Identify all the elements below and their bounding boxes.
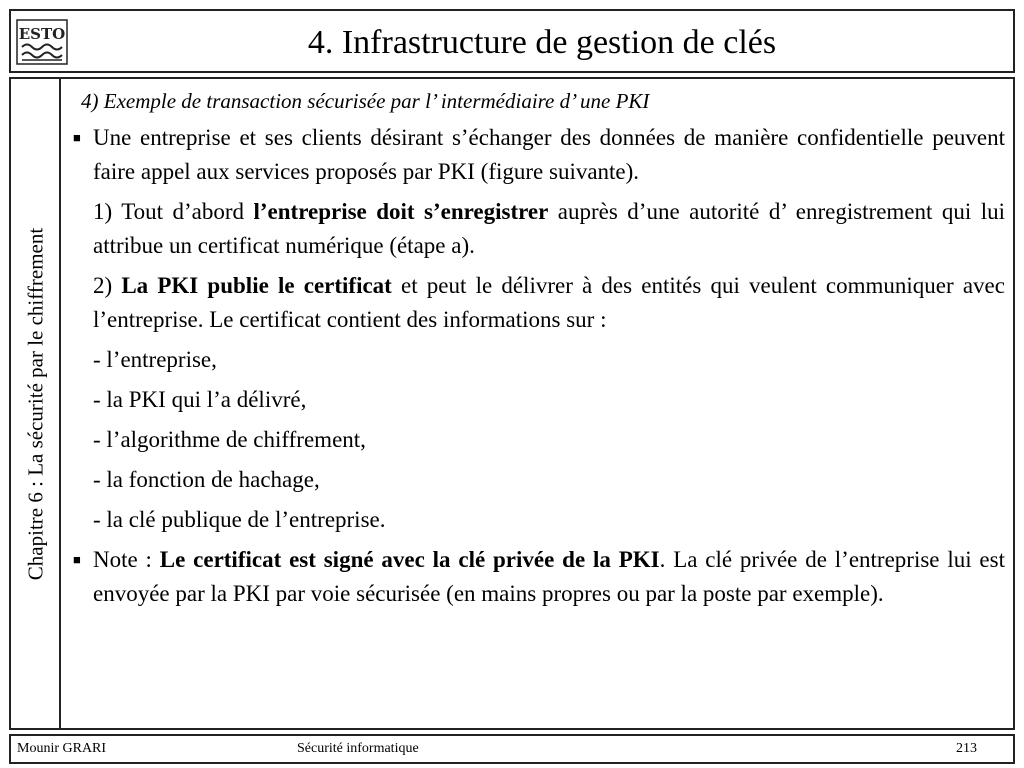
square-bullet-icon: ■: [73, 130, 81, 145]
square-bullet-icon: ■: [73, 552, 81, 567]
bullet-intro-text: Une entreprise et ses clients désirant s’échanger des données de manière confidentielle peuvent faire appel aux services proposés par PKI (figure suivante).: [93, 125, 1005, 184]
list-item: - la clé publique de l’entreprise.: [93, 507, 386, 532]
step-2: [73, 269, 1005, 337]
chapter-label: Chapitre 6 : La sécurité par le chiffrement: [23, 227, 48, 580]
list-item: - la PKI qui l’a délivré,: [93, 387, 307, 412]
step-2-suffix: et peut le délivrer à des entités qui veulent communiquer avec l’entreprise. Le certificat contient des informations sur :: [93, 273, 1005, 332]
step-1-suffix: auprès d’une autorité d’ enregistrement qui lui attribue un certificat numérique (étape a).: [93, 199, 1005, 258]
chapter-sidebar: [11, 79, 61, 728]
step-1-bold: l’entreprise doit s’enregistrer: [253, 199, 549, 224]
note-suffix: . La clé privée de l’entreprise lui est envoyée par la PKI par voie sécurisée (en mains propres ou par la poste par exemple).: [93, 547, 1005, 606]
svg-text:ESTO: ESTO: [18, 25, 66, 43]
slide-header: [9, 9, 1015, 73]
slide-content: [9, 77, 1015, 730]
list-item: - l’algorithme de chiffrement,: [93, 427, 366, 452]
step-2-bold: La PKI publie le certificat: [121, 273, 392, 298]
note-prefix: Note :: [93, 547, 160, 572]
slide-body: [73, 87, 1005, 617]
step-1: [73, 195, 1005, 263]
step-2-prefix: 2): [93, 273, 122, 298]
slide-footer: [9, 734, 1015, 764]
note-bold: Le certificat est signé avec la clé privée de la PKI: [159, 547, 660, 572]
bullet-intro: [73, 121, 1005, 189]
section-subtitle: 4) Exemple de transaction sécurisée par l’ intermédiaire d’ une PKI: [81, 89, 650, 113]
footer-author: Mounir GRARI: [17, 741, 107, 756]
slide-title: 4. Infrastructure de gestion de clés: [307, 24, 777, 61]
list-item: - l’entreprise,: [93, 347, 217, 372]
step-1-prefix: 1) Tout d’abord: [93, 199, 254, 224]
footer-course: Sécurité informatique: [297, 741, 419, 756]
esto-logo-icon: [16, 19, 68, 65]
bullet-note: [73, 543, 1005, 611]
page-number: 213: [956, 741, 977, 756]
list-item: - la fonction de hachage,: [93, 467, 320, 492]
